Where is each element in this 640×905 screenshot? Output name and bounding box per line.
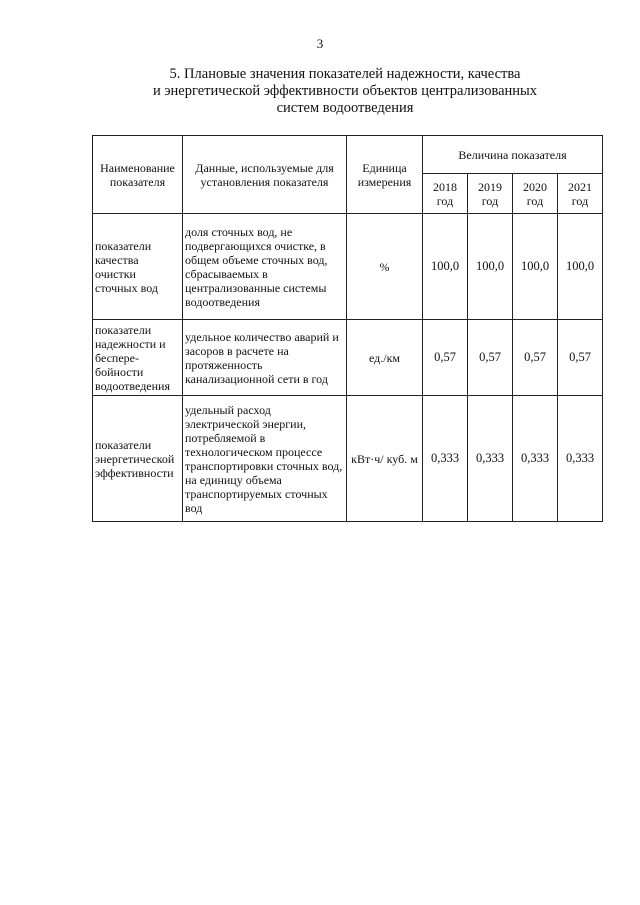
indicator-value: 100,0 <box>468 214 513 320</box>
indicator-value: 0,333 <box>558 396 603 522</box>
heading-line: 5. Плановые значения показателей надежности, качества <box>169 66 521 82</box>
indicator-unit: ед./км <box>347 320 423 396</box>
header-value: Величина показателя <box>423 136 603 174</box>
indicator-value: 100,0 <box>423 214 468 320</box>
indicator-name: показатели качества очистки сточных вод <box>93 214 183 320</box>
indicator-data: удельное количество аварий и засоров в расчете на протяженность канализационной сети в год <box>183 320 347 396</box>
header-year: 2021 год <box>558 174 603 214</box>
indicator-value: 0,57 <box>423 320 468 396</box>
indicator-value: 0,57 <box>513 320 558 396</box>
table-row <box>93 214 603 320</box>
table-row <box>93 396 603 522</box>
indicator-data: доля сточных вод, не подвергающихся очистке, в общем объеме сточных вод, сбрасываемых в централизованные системы водоотведения <box>183 214 347 320</box>
indicator-value: 100,0 <box>513 214 558 320</box>
indicator-value: 0,333 <box>513 396 558 522</box>
indicator-value: 0,57 <box>468 320 513 396</box>
header-year: 2020 год <box>513 174 558 214</box>
indicator-value: 0,57 <box>558 320 603 396</box>
heading-line: систем водоотведения <box>276 100 414 116</box>
indicator-unit: % <box>347 214 423 320</box>
section-heading <box>110 66 580 117</box>
header-year: 2019 год <box>468 174 513 214</box>
indicators-table <box>92 135 603 522</box>
indicator-unit: кВт·ч/ куб. м <box>347 396 423 522</box>
header-unit: Единица измерения <box>347 136 423 214</box>
table-row <box>93 320 603 396</box>
page-number: 3 <box>316 36 324 51</box>
indicator-name: показатели надежности и беспере-бойности водоотведения <box>93 320 183 396</box>
header-name: Наименование показателя <box>93 136 183 214</box>
indicator-value: 0,333 <box>468 396 513 522</box>
header-data: Данные, используемые для установления показателя <box>183 136 347 214</box>
indicator-value: 0,333 <box>423 396 468 522</box>
indicator-data: удельный расход электрической энергии, потребляемой в технологическом процессе транспортировки сточных вод, на единицу объема транспортируемых сточных вод <box>183 396 347 522</box>
heading-line: и энергетической эффективности объектов централизованных <box>152 83 538 99</box>
header-year: 2018 год <box>423 174 468 214</box>
indicator-name: показатели энергетической эффективности <box>93 396 183 522</box>
indicator-value: 100,0 <box>558 214 603 320</box>
